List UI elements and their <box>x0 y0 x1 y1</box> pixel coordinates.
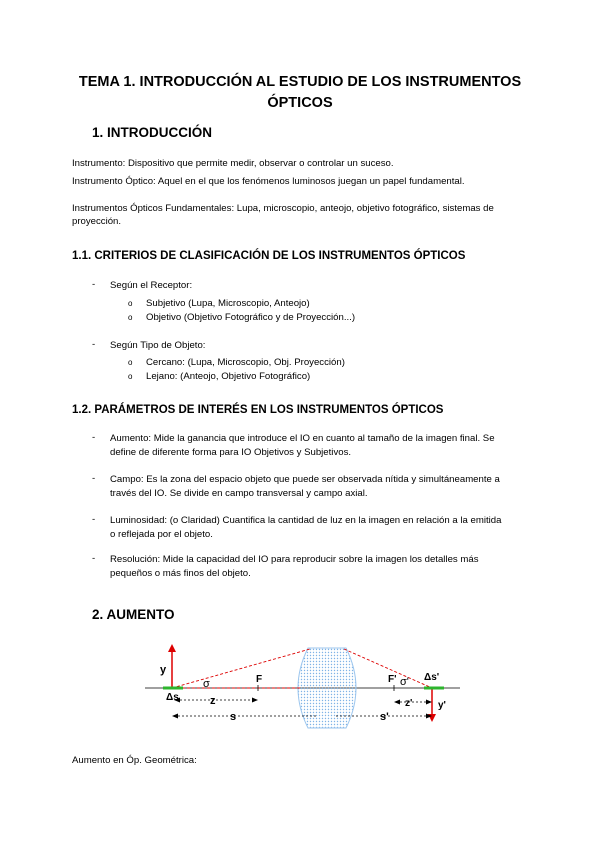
label-s-prime: s' <box>380 711 389 723</box>
circle-bullet: o <box>128 313 133 322</box>
list-item-luminosidad: Luminosidad: (o Claridad) Cuantifica la cantidad de luz en la imagen en relación a la emitida <box>110 515 502 526</box>
label-sigma: σ <box>203 678 210 690</box>
list-item-aumento: Aumento: Mide la ganancia que introduce el IO en cuanto al tamaño de la imagen final. Se <box>110 433 495 444</box>
caption-aumento-geometrica: Aumento en Óp. Geométrica: <box>72 755 197 766</box>
list-item-resolucion: Resolución: Mide la capacidad del IO para reproducir sobre la imagen los detalles más <box>110 554 479 565</box>
circle-bullet: o <box>128 358 133 367</box>
section-1-2-heading: 1.2. PARÁMETROS DE INTERÉS EN LOS INSTRUMENTOS ÓPTICOS <box>72 404 444 416</box>
sub-item: Subjetivo (Lupa, Microscopio, Anteojo) <box>146 298 310 309</box>
label-F: F <box>256 674 263 685</box>
list-item-campo: Campo: Es la zona del espacio objeto que puede ser observada nítida y simultáneamente a <box>110 474 500 485</box>
list-item-receptor: Según el Receptor: <box>110 280 193 291</box>
label-z-prime: z' <box>405 698 413 709</box>
dash-bullet: - <box>92 473 96 484</box>
list-item-aumento-cont: define de diferente forma para IO Objetivos y Subjetivos. <box>110 447 352 458</box>
label-F-prime: F' <box>388 674 397 685</box>
label-sigma-prime: σ' <box>400 676 409 688</box>
label-s: s <box>230 711 237 723</box>
section-1-heading: 1. INTRODUCCIÓN <box>92 125 213 140</box>
dash-bullet: - <box>92 514 96 525</box>
list-item-objeto: Según Tipo de Objeto: <box>110 340 206 351</box>
dash-bullet: - <box>92 279 96 290</box>
sub-item: Cercano: (Lupa, Microscopio, Obj. Proyección) <box>146 357 345 368</box>
list-item-luminosidad-cont: o reflejada por el objeto. <box>110 529 213 540</box>
dash-bullet: - <box>92 553 96 564</box>
label-delta-s: Δs <box>166 692 179 703</box>
section-2-heading: 2. AUMENTO <box>92 607 175 622</box>
page-title: TEMA 1. INTRODUCCIÓN AL ESTUDIO DE LOS INSTRUMENTOS ÓPTICOS <box>78 74 522 111</box>
sub-item: Lejano: (Anteojo, Objetivo Fotográfico) <box>146 371 311 382</box>
label-y-prime: y' <box>438 700 446 711</box>
label-y: y <box>160 664 167 676</box>
list-item-campo-cont: través del IO. Se divide en campo transversal y campo axial. <box>110 488 368 499</box>
paragraph-fundamentales-line1: Instrumentos Ópticos Fundamentales: Lupa, microscopio, anteojo, objetivo fotográfico, sistemas de <box>72 203 494 214</box>
section-1-1-heading: 1.1. CRITERIOS DE CLASIFICACIÓN DE LOS INSTRUMENTOS ÓPTICOS <box>72 250 466 262</box>
label-delta-s-prime: Δs' <box>424 672 440 683</box>
circle-bullet: o <box>128 299 133 308</box>
object-arrowhead <box>168 644 176 652</box>
sub-item: Objetivo (Objetivo Fotográfico y de Proyección...) <box>146 312 356 323</box>
circle-bullet: o <box>128 372 133 381</box>
aumento-optics-diagram <box>0 630 600 730</box>
dash-bullet: - <box>92 339 96 350</box>
list-item-resolucion-cont: pequeños o más finos del objeto. <box>110 568 251 579</box>
incident-ray-top <box>172 649 310 688</box>
paragraph-fundamentales-line2: proyección. <box>72 216 122 227</box>
paragraph-instrumento: Instrumento: Dispositivo que permite medir, observar o controlar un suceso. <box>72 158 394 169</box>
label-z: z <box>210 695 216 707</box>
dash-bullet: - <box>92 432 96 443</box>
paragraph-instrumento-optico: Instrumento Óptico: Aquel en el que los fenómenos luminosos juegan un papel fundamental. <box>72 176 465 187</box>
